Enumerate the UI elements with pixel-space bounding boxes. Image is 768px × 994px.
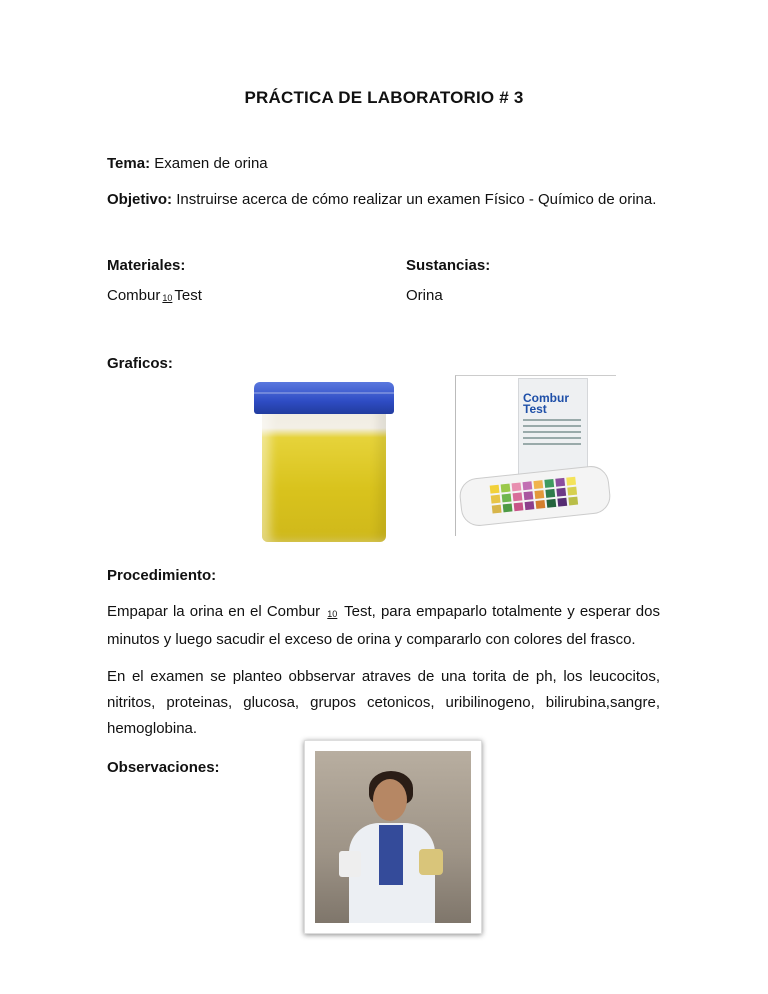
procedimiento-paragraph-1 xyxy=(107,599,660,653)
materiales-item-suffix: Test xyxy=(174,287,202,304)
photo-content xyxy=(315,751,471,923)
objetivo-line xyxy=(107,190,656,210)
p1-start: Empapar la orina en el Combur xyxy=(107,603,321,620)
materiales-label: Materiales: xyxy=(107,257,186,274)
shirt xyxy=(379,825,403,885)
combur-logo: Combur Test xyxy=(523,391,569,416)
document-title: PRÁCTICA DE LABORATORIO # 3 xyxy=(244,88,524,107)
test-strip-in-hand xyxy=(339,851,361,877)
combur-tube xyxy=(458,464,612,527)
combur-test-image xyxy=(455,375,616,536)
color-chart xyxy=(490,477,578,514)
materiales-item xyxy=(107,286,202,308)
materiales-item-subscript: 10 xyxy=(162,293,173,303)
tema-label: Tema: xyxy=(107,155,151,172)
observaciones-label: Observaciones: xyxy=(107,759,220,776)
cup-lid xyxy=(254,382,394,414)
objetivo-label: Objetivo: xyxy=(107,191,173,208)
objetivo-value: Instruirse acerca de cómo realizar un examen Físico - Químico de orina. xyxy=(176,191,657,208)
sustancias-label: Sustancias: xyxy=(406,257,491,274)
procedimiento-paragraph-2: En el examen se planteo obbservar atraves de una torita de ph, los leucocitos, nitritos, proteinas, glucosa, grupos cetonicos, uribilinogeno, bilirubina,sangre, hemoglobina. xyxy=(107,668,660,737)
urine-cup-image xyxy=(244,378,404,542)
student-photo xyxy=(304,740,482,934)
cup-body xyxy=(262,408,386,542)
face xyxy=(373,779,407,821)
combur-box xyxy=(518,378,588,476)
combur-box-text-lines xyxy=(523,419,581,449)
materiales-item-prefix: Combur xyxy=(107,287,161,304)
sample-cup-in-hand xyxy=(419,849,443,875)
graficos-label: Graficos: xyxy=(107,355,173,372)
tema-value: Examen de orina xyxy=(154,155,268,172)
p1-subscript: 10 xyxy=(327,609,338,619)
tema-line xyxy=(107,154,268,174)
procedimiento-label: Procedimiento: xyxy=(107,567,217,584)
p1-end: Test, para empaparlo totalmente y esperar dos minutos y luego sacudir el exceso de orina y compararlo con colores del frasco. xyxy=(107,603,660,648)
sustancias-item: Orina xyxy=(406,287,443,304)
